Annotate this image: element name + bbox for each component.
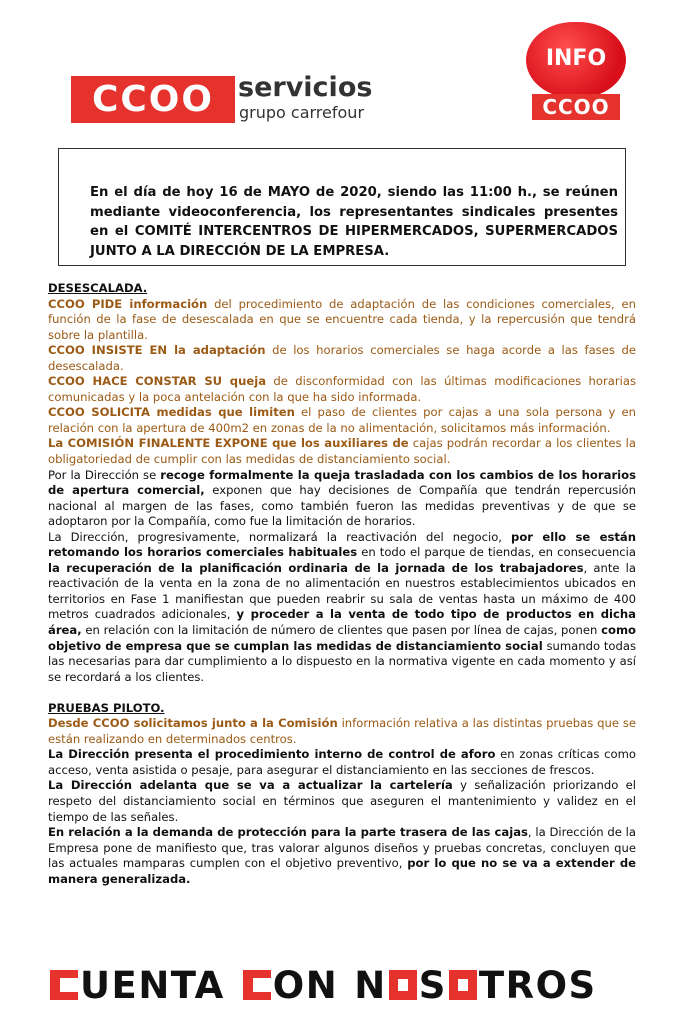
paragraph — [48, 825, 636, 887]
section-heading-desescalada: DESESCALADA. — [48, 281, 148, 295]
paragraph-text: información relativa a las distintas pruebas que se están realizando en determinados centros. — [48, 716, 637, 746]
main-content — [48, 281, 636, 887]
paragraph-bold: CCOO INSISTE EN la adaptación — [48, 343, 266, 358]
red-c-mark — [243, 970, 271, 1000]
red-o-mark — [389, 970, 417, 1000]
ccoo-logo — [71, 76, 235, 123]
info-ccoo-text: CCOO — [542, 95, 610, 119]
header — [0, 0, 689, 140]
brand-grupo-carrefour: grupo carrefour — [239, 103, 365, 122]
paragraph-text: y señalización priorizando el respeto del distanciamiento social en términos que aseguren el mantenimiento y validez en el tiempo de las señales. — [48, 778, 636, 824]
paragraph-bold: la recuperación de la planificación ordinaria de la jornada de los trabajadores — [48, 560, 584, 575]
paragraph-bold: La Dirección presenta el procedimiento interno de control de aforo — [48, 747, 496, 762]
paragraph-text: cajas podrán recordar a los clientes la obligatoriedad de cumplir con las medidas de distanciamiento social. — [48, 436, 636, 467]
intro-box — [58, 148, 626, 266]
paragraph-bold: como objetivo de empresa que se cumplan las medidas de distanciamiento social — [48, 623, 636, 653]
intro-text: En el día de hoy 16 de MAYO de 2020, siendo las 11:00 h., se reúnen mediante videoconferencia, los representantes sindicales presentes en el COMITÉ INTERCENTROS DE HIPERMERCADOS, SUPERMERCADOS JUNTO A LA DIRECCIÓN DE LA EMPRESA. — [90, 185, 618, 259]
paragraph — [48, 343, 636, 374]
paragraph-text: de disconformidad con las últimas modificaciones horarias comunicadas y la poca antelación con la que ha sido informada. — [48, 374, 636, 404]
paragraph-bold: por lo que no se va a extender de manera generalizada. — [48, 856, 636, 886]
paragraph-bold: La COMISIÓN FINALENTE EXPONE que los auxiliares de — [48, 436, 409, 451]
slogan-word-3b: S — [418, 963, 447, 1007]
paragraph-bold: En relación a la demanda de protección para la parte trasera de las cajas — [48, 825, 528, 840]
paragraph — [48, 716, 636, 747]
paragraph-bold: CCOO PIDE información — [48, 296, 208, 311]
paragraph-text: , la Dirección de la Empresa pone de manifiesto que, tras valorar algunos diseños y pruebas concretas, concluyen que las actuales mamparas cumplen con el objetivo preventivo, — [48, 825, 636, 871]
info-text: INFO — [545, 46, 607, 71]
brand-servicios: servicios — [238, 72, 373, 103]
slogan-word-2: ON — [272, 963, 339, 1007]
paragraph-bold: recoge formalmente la queja trasladada con los cambios de los horarios de apertura comercial, — [48, 467, 636, 498]
info-ccoo-badge — [526, 22, 626, 122]
footer-slogan — [48, 964, 658, 1006]
slogan-word-3c: TROS — [478, 963, 597, 1007]
paragraph-bold: y proceder a la venta de todo tipo de productos en dicha área, — [48, 607, 636, 638]
paragraph-bold: CCOO HACE CONSTAR SU queja — [48, 374, 267, 389]
paragraph-bold: CCOO SOLICITA medidas que limiten — [48, 405, 295, 420]
paragraph-text: de los horarios comerciales se haga acorde a las fases de desescalada. — [48, 343, 636, 373]
paragraph-text: sumando todas las necesarias para dar cumplimiento a lo dispuesto en la normativa vigente en cada momento y así se recordará a los clientes. — [48, 638, 637, 684]
paragraph — [48, 778, 636, 825]
paragraph-text: en todo el parque de tiendas, en consecuencia — [357, 545, 636, 560]
paragraph-text: del procedimiento de adaptación de las condiciones comerciales, en función de la fase de desescalada en que se encuentre cada tienda, y la repercusión que tendrá sobre la plantilla. — [48, 296, 636, 342]
red-o-mark — [449, 970, 477, 1000]
info-ccoo-logo — [532, 94, 620, 120]
paragraph-text: exponen que hay decisiones de Compañía que tendrán repercusión nacional al margen de las fases, como también fueron las medidas preventivas y de que se adoptaron por la Compañía, como fue la limitación de horarios. — [48, 483, 636, 529]
paragraph-text: en zonas críticas como acceso, venta asistida o pesaje, para asegurar el distanciamiento en las secciones de frescos. — [48, 747, 636, 777]
paragraph-text: Por la Dirección se — [48, 467, 161, 482]
paragraph — [48, 530, 636, 685]
paragraph — [48, 405, 636, 436]
paragraph — [48, 297, 636, 344]
paragraph — [48, 436, 636, 467]
ccoo-logo-text: CCOO — [91, 79, 215, 120]
paragraph-text: , ante la reactivación de la venta en la zona de no alimentación en nuestros establecimientos ubicados en territorios en Fase 1 manifiestan que pueden reabrir su sala de ventas hasta un máximo de 400 metros cuadrados adicionales, — [48, 560, 636, 622]
slogan-word-3a: N — [354, 963, 387, 1007]
paragraph-bold: por ello se están retomando los horarios comerciales habituales — [48, 529, 637, 560]
paragraph-text: el paso de clientes por cajas a una sola persona y en relación con la apertura de 400m2 en zonas de la no alimentación, solicitamos más información. — [48, 405, 636, 435]
paragraph-text: en relación con la limitación de número de clientes que pasen por línea de cajas, ponen — [81, 623, 602, 638]
red-c-mark — [50, 970, 78, 1000]
paragraph — [48, 468, 636, 530]
paragraph — [48, 374, 636, 405]
paragraph-bold: Desde CCOO solicitamos junto a la Comisión — [48, 716, 338, 731]
paragraph-text: La Dirección, progresivamente, normalizará la reactivación del negocio, — [48, 529, 512, 544]
paragraph — [48, 747, 636, 778]
paragraph-bold: La Dirección adelanta que se va a actualizar la cartelería — [48, 778, 453, 793]
section-heading-pruebas: PRUEBAS PILOTO. — [48, 700, 165, 715]
slogan-word-1: UENTA — [80, 963, 225, 1007]
